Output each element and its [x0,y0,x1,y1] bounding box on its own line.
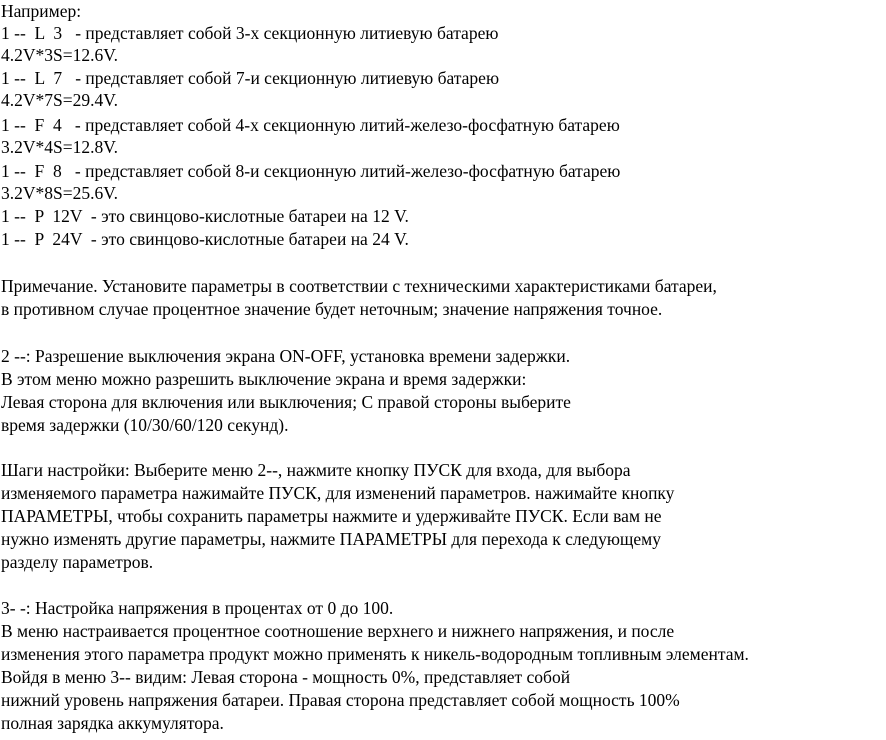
text-line: нижний уровень напряжения батареи. Правая сторона представляет собой мощность 100% [1,690,680,710]
text-line: 3.2V*4S=12.8V. [1,137,118,157]
text-line: время задержки (10/30/60/120 секунд). [1,415,289,435]
text-line: 3- -: Настройка напряжения в процентах от 0 до 100. [1,598,394,618]
text-line: в противном случае процентное значение будет неточным; значение напряжения точное. [1,299,663,319]
text-line: Примечание. Установите параметры в соответствии с техническими характеристиками батареи, [1,276,717,296]
text-line: 1 -- F 4 - представляет собой 4-х секционную литий-железо-фосфатную батарею [1,115,620,135]
text-line: полная зарядка аккумулятора. [1,713,224,733]
text-line: 4.2V*7S=29.4V. [1,90,118,110]
text-line: изменения этого параметра продукт можно применять к никель-водородным топливным элементам. [1,644,749,664]
text-line: 1 -- P 24V - это свинцово-кислотные батареи на 24 V. [1,229,409,249]
text-line: 1 -- P 12V - это свинцово-кислотные батареи на 12 V. [1,206,409,226]
text-line: 2 --: Разрешение выключения экрана ON-OFF, установка времени задержки. [1,346,571,366]
text-line: 1 -- L 3 - представляет собой 3-х секционную литиевую батарею [1,23,499,43]
text-line: 4.2V*3S=12.6V. [1,45,118,65]
text-line: Например: [1,1,82,21]
text-line: изменяемого параметра нажимайте ПУСК, для изменений параметров. нажимайте кнопку [1,483,675,503]
text-line: В меню настраивается процентное соотношение верхнего и нижнего напряжения, и после [1,621,675,641]
text-line: Шаги настройки: Выберите меню 2--, нажмите кнопку ПУСК для входа, для выбора [1,460,631,480]
text-line: 1 -- F 8 - представляет собой 8-и секционную литий-железо-фосфатную батарею [1,161,621,181]
text-line: разделу параметров. [1,552,154,572]
text-line: нужно изменять другие параметры, нажмите ПАРАМЕТРЫ для перехода к следующему [1,529,661,549]
text-line: Левая сторона для включения или выключения; С правой стороны выберите [1,392,571,412]
text-line: ПАРАМЕТРЫ, чтобы сохранить параметры нажмите и удерживайте ПУСК. Если вам не [1,506,662,526]
text-line: 3.2V*8S=25.6V. [1,183,118,203]
text-line: Войдя в меню 3-- видим: Левая сторона - мощность 0%, представляет собой [1,667,571,687]
text-line: В этом меню можно разрешить выключение экрана и время задержки: [1,369,527,389]
text-line: 1 -- L 7 - представляет собой 7-и секционную литиевую батарею [1,68,500,88]
